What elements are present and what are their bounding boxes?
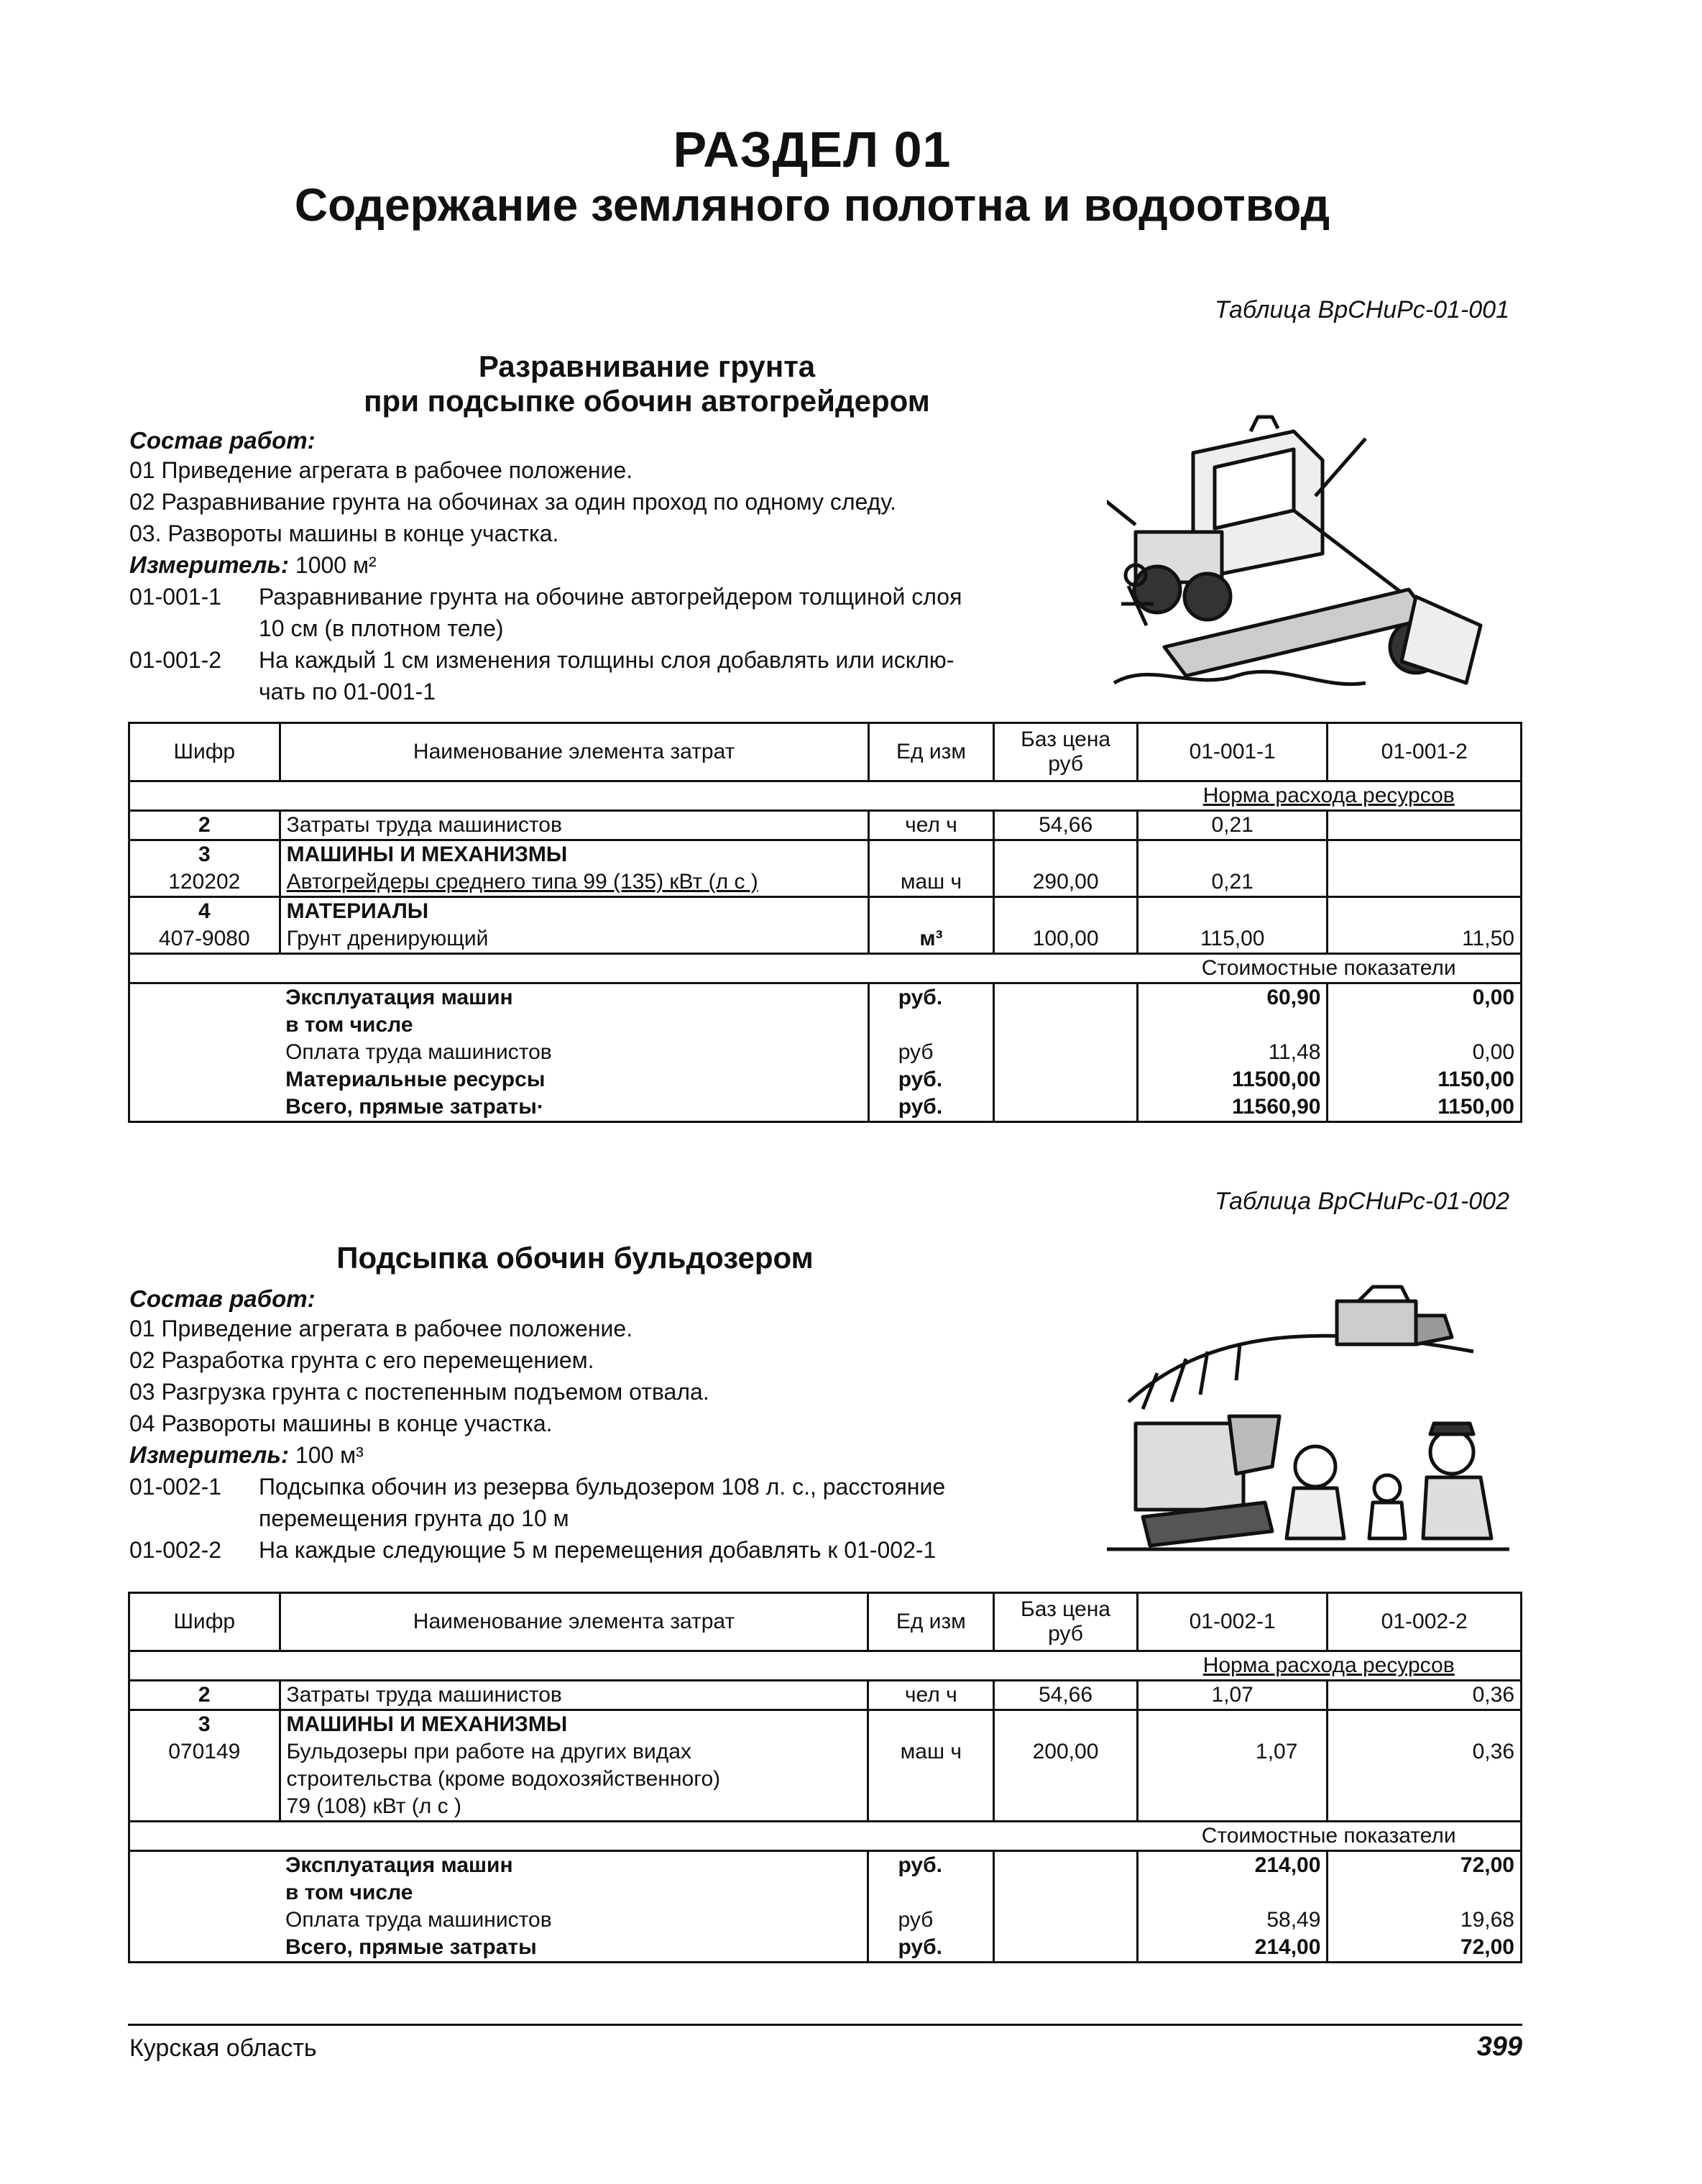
- header-cell: Наименование элемента затрат: [280, 723, 868, 781]
- norm-item: 01-002-1 Подсыпка обочин из резерва бульдозером 108 л. с., расстояние перемещения грунта до 10 м: [129, 1474, 946, 1531]
- work-description: [129, 427, 962, 707]
- header-cell: Баз цена руб: [994, 723, 1138, 781]
- block-title: Разравнивание грунта при подсыпке обочин автогрейдером: [364, 349, 930, 418]
- footer-divider: [128, 2024, 1522, 2026]
- table-number: Таблица ВрСНиРс-01-001: [1214, 296, 1509, 324]
- table-row: 120202 Автогрейдеры среднего типа 99 (135) кВт (л с ) маш ч 290,00 0,21: [129, 868, 1522, 897]
- table-row: 79 (108) кВт (л с ): [129, 1793, 1522, 1822]
- table-number: Таблица ВрСНиРс-01-002: [1214, 1188, 1509, 1215]
- table-row: 3 МАШИНЫ И МЕХАНИЗМЫ: [129, 840, 1522, 869]
- cost-table: [128, 1592, 1522, 1963]
- header-cell: 01-001-1: [1137, 723, 1328, 781]
- work-item: 03 Разгрузка грунта с постепенным подъемом отвала.: [129, 1379, 709, 1405]
- header-cell: Ед изм: [868, 1593, 994, 1651]
- norm-item: 01-001-2 На каждый 1 см изменения толщины слоя добавлять или исклю- чать по 01-001-1: [129, 647, 954, 705]
- header-cell: Баз цена руб: [994, 1593, 1138, 1651]
- cost-row: Всего, прямые затраты руб. 214,00 72,00: [129, 1934, 1522, 1963]
- header-cell: Наименование элемента затрат: [280, 1593, 868, 1651]
- table-header: [129, 1593, 1522, 1651]
- table-row: Стоимостные показатели: [129, 954, 1522, 983]
- bulldozer-illustration: [1100, 1272, 1517, 1560]
- work-item: 02 Разработка грунта с его перемещением.: [129, 1347, 594, 1373]
- page-number: 399: [1476, 2032, 1522, 2062]
- cost-row: Всего, прямые затраты· руб. 11560,90 1150,00: [129, 1093, 1522, 1122]
- cost-row: Материальные ресурсы руб. 11500,00 1150,00: [129, 1066, 1522, 1093]
- work-item: 01 Приведение агрегата в рабочее положение.: [129, 1316, 633, 1341]
- header-cell: 01-002-2: [1328, 1593, 1522, 1651]
- table-row: 407-9080 Грунт дренирующий м³ 100,00 115,00 11,50: [129, 925, 1522, 954]
- table-row: 2 Затраты труда машинистов чел ч 54,66 1,07 0,36: [129, 1681, 1522, 1710]
- work-item: 02 Разравнивание грунта на обочинах за один проход по одному следу.: [129, 489, 896, 515]
- table-row: Норма расхода ресурсов: [129, 1651, 1522, 1681]
- cost-row: Эксплуатация машин руб. 214,00 72,00: [129, 1851, 1522, 1880]
- table-row: строительства (кроме водохозяйственного): [129, 1766, 1522, 1793]
- norm-item: 01-002-2 На каждые следующие 5 м перемещения добавлять к 01-002-1: [129, 1537, 937, 1563]
- table-row: 070149 Бульдозеры при работе на других видах маш ч 200,00 1,07 0,36: [129, 1738, 1522, 1766]
- table-row: 2 Затраты труда машинистов чел ч 54,66 0,21: [129, 811, 1522, 840]
- cost-row: Оплата труда машинистов руб 58,49 19,68: [129, 1907, 1522, 1934]
- table-row: 4 МАТЕРИАЛЫ: [129, 897, 1522, 926]
- cost-row: Оплата труда машинистов руб 11,48 0,00: [129, 1039, 1522, 1066]
- work-item: 01 Приведение агрегата в рабочее положение.: [129, 457, 633, 483]
- table-row: Норма расхода ресурсов: [129, 781, 1522, 811]
- block-title: Подсыпка обочин бульдозером: [336, 1241, 814, 1275]
- work-item: 03. Развороты машины в конце участка.: [129, 520, 559, 546]
- header-cell: Шифр: [129, 723, 280, 781]
- table-row: 3 МАШИНЫ И МЕХАНИЗМЫ: [129, 1710, 1522, 1739]
- motor-grader-illustration: [1107, 410, 1509, 712]
- work-item: 04 Развороты машины в конце участка.: [129, 1410, 553, 1436]
- header-cell: Шифр: [129, 1593, 280, 1651]
- meter: Измеритель: 100 м³: [129, 1441, 364, 1468]
- table-header: [129, 723, 1522, 781]
- work-description: [129, 1285, 945, 1566]
- work-label: Состав работ:: [129, 427, 316, 454]
- header-cell: 01-002-1: [1137, 1593, 1328, 1651]
- norm-item: 01-001-1 Разравнивание грунта на обочине автогрейдером толщиной слоя 10 см (в плотном теле): [129, 584, 962, 641]
- cost-row: Эксплуатация машин руб. 60,90 0,00: [129, 983, 1522, 1012]
- meter: Измеритель: 1000 м²: [129, 551, 377, 578]
- cost-row: в том числе: [129, 1879, 1522, 1907]
- header-cell: 01-001-2: [1328, 723, 1522, 781]
- cost-table: [128, 722, 1522, 1123]
- header-cell: Ед изм: [868, 723, 994, 781]
- section-title: РАЗДЕЛ 01: [673, 121, 952, 178]
- footer-region: Курская область: [129, 2034, 317, 2062]
- cost-row: в том числе: [129, 1011, 1522, 1039]
- table-row: Стоимостные показатели: [129, 1822, 1522, 1851]
- section-subtitle: Содержание земляного полотна и водоотвод: [294, 179, 1330, 231]
- work-label: Состав работ:: [129, 1285, 316, 1312]
